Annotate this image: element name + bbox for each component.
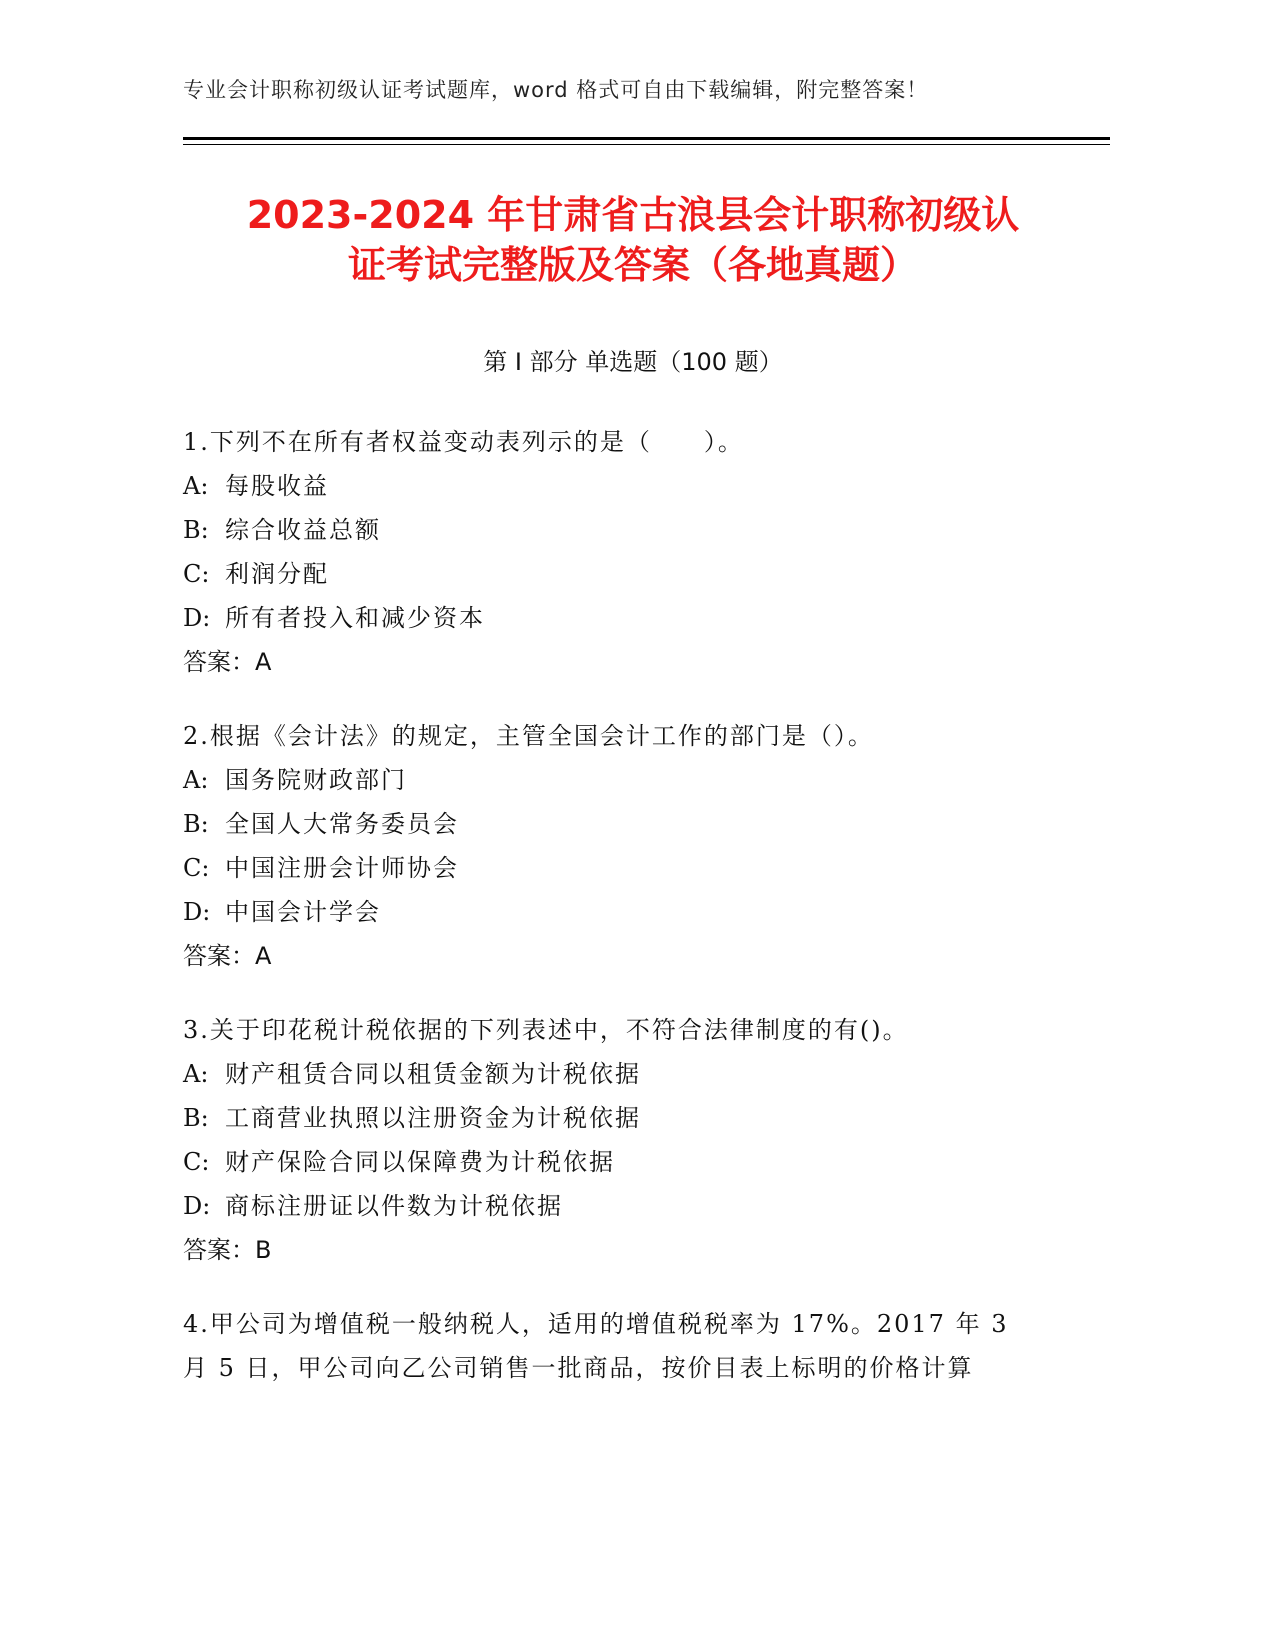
option-key: A: — [183, 472, 209, 500]
option-text: 财产租赁合同以租赁金额为计税依据 — [225, 1060, 641, 1088]
option-a — [183, 758, 1083, 802]
option-key: A: — [183, 1060, 209, 1088]
option-key: D: — [183, 1192, 211, 1220]
option-key: B: — [183, 1104, 209, 1132]
option-key: D: — [183, 604, 211, 632]
question-3 — [183, 1008, 1083, 1272]
answer-line: 答案：B — [183, 1236, 272, 1264]
header-rule-thin — [183, 144, 1110, 145]
option-a — [183, 1052, 1083, 1096]
option-text: 综合收益总额 — [225, 516, 381, 544]
question-stem: 3.关于印花税计税依据的下列表述中，不符合法律制度的有()。 — [183, 1016, 909, 1044]
option-text: 全国人大常务委员会 — [225, 810, 459, 838]
document-title-line-1: 2023-2024 年甘肃省古浪县会计职称初级认 — [246, 193, 1020, 237]
option-text: 商标注册证以件数为计税依据 — [225, 1192, 563, 1220]
header-note: 专业会计职称初级认证考试题库，word 格式可自由下载编辑，附完整答案！ — [183, 78, 929, 102]
option-c — [183, 552, 1083, 596]
option-text: 每股收益 — [225, 472, 329, 500]
option-a — [183, 464, 1083, 508]
question-stem: 2.根据《会计法》的规定，主管全国会计工作的部门是（）。 — [183, 722, 874, 750]
section-title: 第 I 部分 单选题（100 题） — [483, 348, 783, 376]
option-d — [183, 596, 1083, 640]
option-text: 利润分配 — [225, 560, 329, 588]
option-text: 工商营业执照以注册资金为计税依据 — [225, 1104, 641, 1132]
option-key: A: — [183, 766, 209, 794]
option-d — [183, 890, 1083, 934]
option-text: 财产保险合同以保障费为计税依据 — [225, 1148, 615, 1176]
option-key: C: — [183, 560, 210, 588]
option-c — [183, 846, 1083, 890]
option-b — [183, 508, 1083, 552]
answer-line: 答案：A — [183, 648, 272, 676]
option-b — [183, 802, 1083, 846]
option-text: 中国会计学会 — [225, 898, 381, 926]
option-key: D: — [183, 898, 211, 926]
question-2 — [183, 714, 1083, 978]
option-text: 所有者投入和减少资本 — [225, 604, 485, 632]
question-4 — [183, 1302, 1083, 1390]
option-key: C: — [183, 1148, 210, 1176]
option-key: C: — [183, 854, 210, 882]
answer-line: 答案：A — [183, 942, 272, 970]
question-stem-line-1: 4.甲公司为增值税一般纳税人，适用的增值税税率为 17%。2017 年 3 — [183, 1310, 1009, 1338]
question-1 — [183, 420, 1083, 684]
option-c — [183, 1140, 1083, 1184]
option-b — [183, 1096, 1083, 1140]
question-stem: 1.下列不在所有者权益变动表列示的是（ ）。 — [183, 428, 744, 456]
document-title — [183, 190, 1083, 290]
question-stem-line-2: 月 5 日，甲公司向乙公司销售一批商品，按价目表上标明的价格计算 — [183, 1354, 974, 1382]
option-text: 中国注册会计师协会 — [225, 854, 459, 882]
option-key: B: — [183, 810, 209, 838]
option-text: 国务院财政部门 — [225, 766, 407, 794]
option-key: B: — [183, 516, 209, 544]
question-list — [183, 420, 1083, 1420]
option-d — [183, 1184, 1083, 1228]
document-title-line-2: 证考试完整版及答案（各地真题） — [347, 243, 918, 287]
header-rule-thick — [183, 137, 1110, 140]
